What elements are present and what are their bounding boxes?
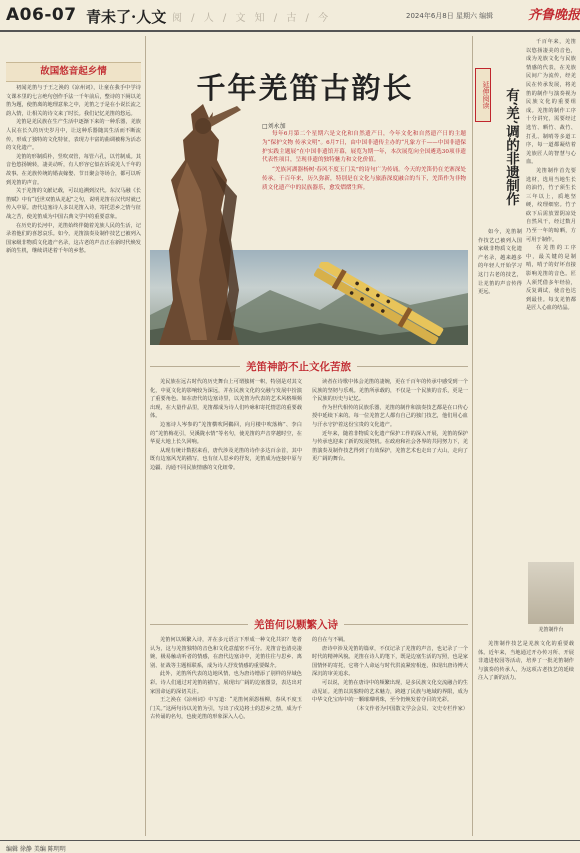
byline: □刘永加: [262, 123, 286, 130]
newspaper-logo: 齐鲁晚报: [528, 8, 580, 23]
lead-text: 每年6月第二个星期六是文化和自然遗产日，今年文化和自然遗产日的主题为“保护文物 传承文明”。6月7日，由中国非遗传主办的“凡象方千——中国非遗保护实践主题展”在中国非遗馆开幕，展览为期一年，本次展览向全国遴选30项非遗代表性项目，呈现非遗的独特魅力和文化价值。: [262, 131, 466, 164]
paragraph: 近年来，随着非物质文化遗产保护工作的深入开展，羌笛的保护与传承也迎来了新的发展契机。在政府和社会各界的共同努力下，羌笛演奏及制作技艺得到了有效保护，羌笛艺术也走出了大山，走向了更广阔的舞台。: [312, 430, 468, 463]
paragraph: 的自在与不羁。: [312, 637, 349, 643]
section-1-column-1: [150, 378, 302, 614]
page-footer: [0, 840, 580, 853]
paragraph: 如今，羌笛制作技艺已被列入国家级非物质文化遗产名录，越来越多的年轻人开始学习这门古老的技艺，让羌笛的声音传得更远。: [478, 229, 522, 296]
left-article-heading: 故国悠音起乡情: [6, 62, 141, 82]
paragraph: 在羌笛的工序中，最关键的是制哨，哨子的好坏直接影响羌笛的音色。匠人须凭借多年经验，反复调试，使音色达到最佳。每支羌笛都是匠人心血的结晶。: [526, 245, 576, 312]
paragraph: 唐诗中涉及羌笛的篇章，不仅记录了羌笛的声音，也记录了一个时代的精神风貌。羌笛在诗人的笔下，既是边塞生活的写照，也是家国情怀的寄托，它将个人命运与时代洪流紧密相连，体现出唐诗博大深沉的审美追求。: [312, 645, 468, 678]
page-number: A06-07: [6, 5, 77, 25]
left-article-body: [6, 84, 141, 832]
paragraph: 羌笛的形制质朴，竖吹双管，每管六孔，以竹制成。其音色悠扬婉转，凄美动听，有人形容它似在诉说羌人千年的故事。在羌族传统的婚丧嫁娶、节日聚会等场合，都可以听到羌笛的声音。: [6, 153, 141, 186]
paragraph: 羌笛制作首先要选材，选用当地生长的油竹，竹子须生长三年以上，质地坚硬，纹理细密。竹子砍下后需放置阴凉处自然风干，经过数月乃至一年的晾晒，方可用于制作。: [526, 167, 576, 243]
paragraph: 羌笛何以频繁入诗，并在多元语言下形成一种文化共识？笔者认为，这与羌笛独特的音色和文化意蕴密不可分。羌笛音色清亮凄婉，极易触动听者的情感，在唐代边塞诗中，羌笛往往与思乡、离别、征战等主题相联系，成为诗人抒发情感的重要媒介。: [150, 637, 302, 669]
section-heading-1: 羌笛神韵不止文化苦旅: [240, 359, 357, 374]
sidebar-body-bottom: [478, 640, 574, 832]
photo-caption: 羌笛制作台: [538, 627, 564, 633]
sidebar-title: 有‘羌’调的非遗制作: [503, 88, 519, 206]
paragraph: 从现有统计数据来看，唐代涉及羌笛的诗作多达百余首，其中既有边塞风光的描写，也有征人思乡的抒发，羌笛成为连接中原与边疆、沟通不同民族情感的文化纽带。: [150, 447, 302, 471]
column-rule-left: [145, 36, 146, 836]
sidebar-body-mid: [478, 228, 522, 558]
flute-making-photo: [528, 562, 574, 624]
section-heading-2: 羌笛何以颗繁入诗: [248, 617, 344, 632]
paragraph: 可以说，羌笛在唐诗中的频繁出现，是多民族文化交流融合的生动见证。羌笛以其独特的艺术魅力，跨越了民族与地域的界限，成为中华文化宝库中的一颗璀璨明珠，至今仍焕发着夺目的光彩。: [312, 679, 468, 704]
section-2-column-1: [150, 636, 302, 834]
main-headline: 千年羌笛古韵长: [196, 71, 414, 105]
lead-paragraph: [262, 130, 466, 194]
paragraph: 羌笛是羌民族在生产生活中逐渐下来的一种乐器，羌族人民在长久的历史岁月中，让这种乐器随其生活而不断流传，形成了独特的文化特征，表现力丰富的曲调被称为活态的文化遗产。: [6, 119, 141, 152]
paragraph: 羌民族在远古时代的历史舞台上可谓独树一帜，特别是对其文化，中夏文化的影响较为深远，并在民族文化的交融与发展中扮演了重要角色。如在唐代的边塞诗里，以羌笛为代表的艺术风格频频出现，在大量作品里，羌笛都成为诗人们吟咏和寄托情思的重要载体。: [150, 379, 302, 420]
section-1-column-2: [312, 378, 468, 614]
paragraph: 羌笛制作技艺是羌族文化的重要载体。近年来，当地通过开办传习所、开展非遗进校园等活动，培养了一批羌笛制作与演奏的传承人，为这项古老技艺的延续注入了新的活力。: [478, 641, 574, 682]
paragraph: 王之涣在《凉州词》中写道：“羌笛何须怨杨柳，春风不度玉门关。”这两句诗以羌笛为引，写出了戍边将士的思乡之情，成为千古传诵的名句，也使羌笛的形象深入人心。: [150, 697, 302, 721]
paragraph: 在历史的长河中，羌笛始终伴随着羌族人民的生活，记录着他们的喜怒哀乐。如今，羌笛演奏及制作技艺已被列入国家级非物质文化遗产名录，这古老的声音正在新时代焕发新的生机，继续讲述着千年的乡愁。: [6, 222, 141, 255]
column-rule-right: [472, 36, 473, 836]
paragraph: 读者在诗歌中体会羌笛的凄婉，更在千百年的传承中感受到一个民族的坚韧与乐观。羌笛所承载的，不仅是一个民族的音乐，更是一个民族的历史与记忆。: [312, 379, 468, 403]
section-slogan: 阅 / 人 / 文 知 / 古 / 今: [172, 13, 332, 24]
paragraph: 千百年来，羌笛以悠扬凄美的音色，成为羌族文化与民族情感的代表，在羌族民间广为流传，经羌民在传承发展，将羌笛的制作与演奏视为民族文化的重要组成。羌笛的制作工序十分讲究，需要经过选竹、晒竹、裁竹、打孔、制哨等多道工序，每一道都凝结着羌族匠人的智慧与心血。: [526, 39, 576, 166]
section-2-column-2: [312, 636, 468, 834]
paragraph: 边塞诗人岑参的“羌笛横吹阿鸐回，向月楼中吹落梅”、李白的“羌笛梅花引，吴溪陇水情”等名句，使羌笛的声音穿越时空，在华夏大地上长久回响。: [150, 421, 302, 446]
paragraph: 初闻羌笛与于王之涣的《凉州词》，让童在我手中学诗文课本里的七言绝句创作手法一千年前后，整诗的下阕以羌笛为题，使笛离的地理意象之中，羌笛之于是在小说长流之韵入情，让相关的诗文来了时长。我们记忆羌笛的悠远。: [6, 85, 141, 117]
section-name: 青未了·人文: [86, 8, 167, 26]
issue-date: 2024年6月8日 星期六 编辑: [406, 12, 494, 20]
sidebar-body-top: [526, 38, 576, 558]
author-note: （本文作者为中国散文学会会员、文史专栏作家）: [353, 705, 468, 712]
paragraph: 作为世代相传的民族乐器，羌笛的制作和演奏技艺都是在口传心授中延续下来的。每一位羌笛艺人都有自己的独门技艺，他们用心血与汗水守护着这份宝贵的文化遗产。: [312, 404, 468, 428]
lead-text: “羌族河湖器杨树·春风不度玉门关”的诗句广为传诵。今天的羌笛仍在羌寨深处传承。千百年来，历久弥新，特别是在文化与旅游深度融合的当下，羌笛作为非物质文化遗产中的民族器乐，愈发熠熠生辉。: [262, 167, 466, 191]
editor-credits: 编辑 徐静 美编 陈明明: [6, 846, 66, 853]
extended-reading-label: 延伸阅读: [475, 68, 491, 122]
paragraph: 此外，羌笛所代表的边地风情，也为唐诗增添了别样的异域色彩。诗人们通过对羌笛的描写，展现出广阔的边塞图景，表达出对家国命运的深切关注。: [150, 671, 302, 695]
qiang-flute-image: [286, 262, 468, 344]
paragraph: 关于羌笛的文献记载，可以追溯到汉代。东汉马融《长笛赋》中有“近世双笛从羌起”之句，说明羌笛在汉代时就已传入中原。唐代边塞诗人多以羌笛入诗，寄托思乡之情与征战之苦，使羌笛成为中国古典文学中的重要意象。: [6, 188, 141, 220]
qiang-warrior-statue-image: [147, 100, 259, 345]
